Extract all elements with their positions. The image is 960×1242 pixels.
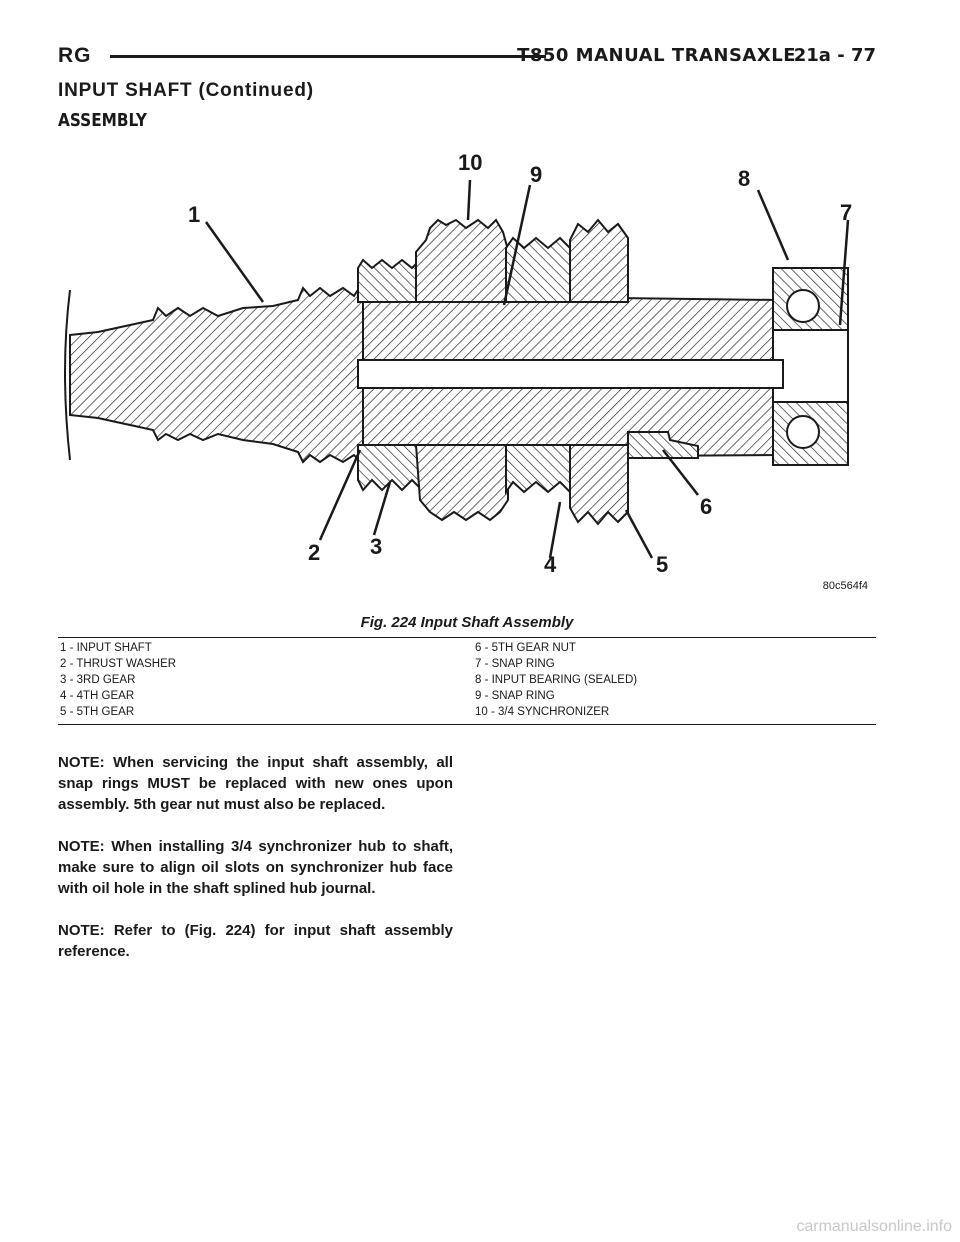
- callout-4: 4: [544, 552, 557, 577]
- legend-item: 6 - 5TH GEAR NUT: [475, 642, 576, 654]
- legend-item: 9 - SNAP RING: [475, 690, 555, 702]
- note-paragraph: NOTE: When servicing the input shaft assembly, all snap rings MUST be replaced with new ones upon assembly. 5th gear nut must also be replaced.: [58, 754, 453, 813]
- legend-item: 3 - 3RD GEAR: [60, 674, 136, 686]
- legend-item: 2 - THRUST WASHER: [60, 658, 177, 670]
- callout-5: 5: [656, 552, 669, 577]
- legend-item: 1 - INPUT SHAFT: [60, 642, 152, 654]
- legend-item: 10 - 3/4 SYNCHRONIZER: [475, 706, 610, 718]
- notes-block: [58, 752, 453, 983]
- legend-column-right: [475, 640, 855, 720]
- figure-caption: Fig. 224 Input Shaft Assembly: [360, 614, 574, 631]
- callout-8: 8: [738, 166, 751, 191]
- legend-item: 8 - INPUT BEARING (SEALED): [475, 674, 638, 686]
- legend-item: 7 - SNAP RING: [475, 658, 555, 670]
- note-paragraph: NOTE: When installing 3/4 synchronizer hub to shaft, make sure to align oil slots on synchronizer hub face with oil hole in the shaft splined hub journal.: [58, 838, 453, 897]
- header-rule: [110, 55, 546, 58]
- callout-2: 2: [308, 540, 321, 565]
- header-page-number: 21a - 77: [793, 45, 876, 66]
- input-shaft-diagram: [58, 140, 876, 600]
- header-section-code: RG: [58, 44, 92, 67]
- legend-item: 4 - 4TH GEAR: [60, 690, 135, 702]
- callout-1: 1: [188, 202, 201, 227]
- note-paragraph: NOTE: Refer to (Fig. 224) for input shaft assembly reference.: [58, 922, 453, 960]
- callout-6: 6: [700, 494, 713, 519]
- header-title: T850 MANUAL TRANSAXLE: [517, 45, 796, 66]
- page-header: [58, 44, 876, 74]
- callout-10: 10: [458, 150, 483, 175]
- figure-legend: [58, 637, 876, 725]
- subsection-title: ASSEMBLY: [58, 110, 147, 131]
- section-title: INPUT SHAFT (Continued): [58, 80, 314, 101]
- figure-code: 80c564f4: [822, 580, 868, 592]
- callout-3: 3: [370, 534, 383, 559]
- legend-item: 5 - 5TH GEAR: [60, 706, 135, 718]
- input-shaft-figure: [58, 140, 876, 600]
- callout-9: 9: [530, 162, 543, 187]
- legend-column-left: [60, 640, 440, 720]
- callout-7: 7: [840, 200, 853, 225]
- watermark: carmanualsonline.info: [796, 1218, 952, 1235]
